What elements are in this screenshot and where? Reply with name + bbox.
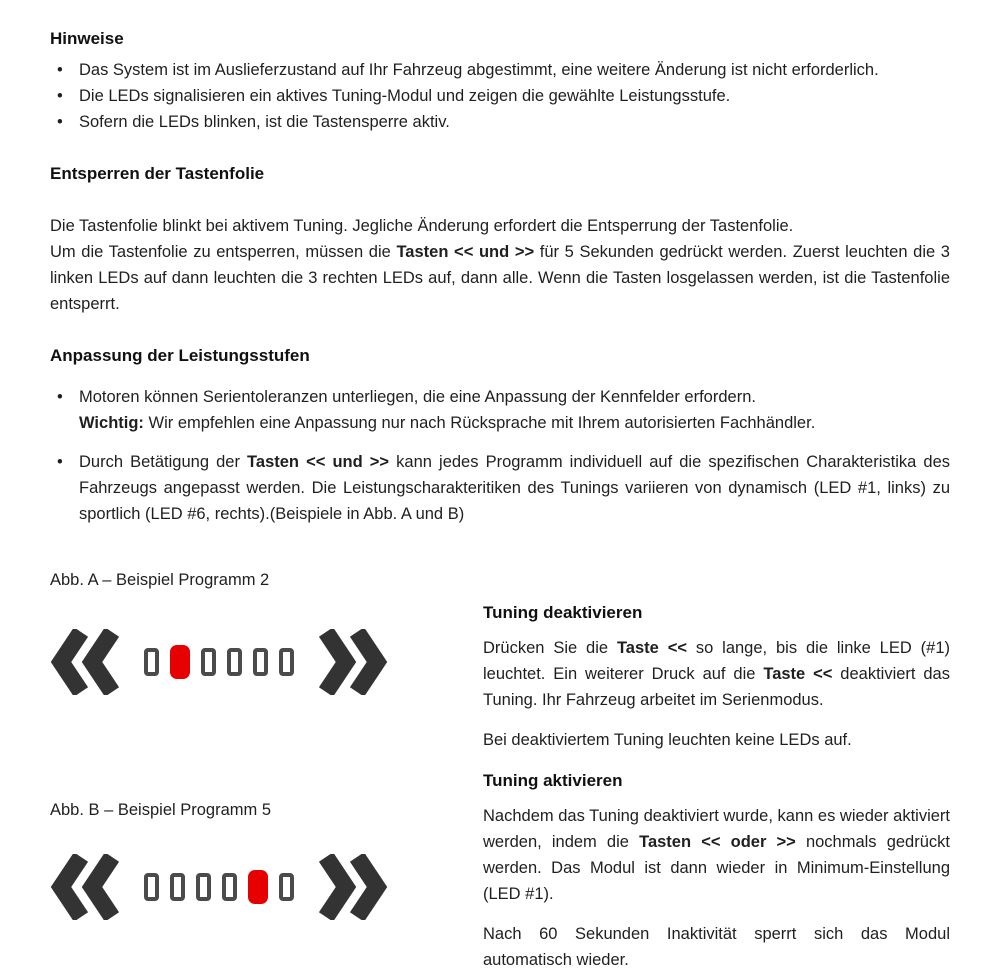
bold-text-run: Taste <<: [763, 665, 833, 683]
led-1-off: [144, 648, 159, 676]
list-item: [50, 449, 950, 527]
text-run: deaktiviert das Tuning. Ihr Fahrzeug arbeitet im Serienmodus.: [483, 665, 950, 709]
paragraph: [50, 213, 950, 239]
led-5-on: [248, 870, 268, 904]
text-run: für 5 Sekunden gedrückt werden. Zuerst leuchten die 3 linken LEDs auf dann leuchten die 3 rechten LEDs auf, dann alle. Wenn die Tasten losgelassen werden, ist die Tastenfolie entsperrt.: [50, 243, 950, 313]
led-4-off: [227, 648, 242, 676]
chevron-double-right-icon: [315, 629, 388, 695]
figures-column: [50, 569, 483, 975]
bold-text-run: Wichtig:: [79, 414, 144, 432]
bullet-line: [79, 410, 950, 436]
tuning-aktivieren-heading: Tuning aktivieren: [483, 771, 623, 790]
bold-text-run: Tasten << oder >>: [639, 833, 796, 851]
led-6-off: [279, 648, 294, 676]
led-3-off: [196, 873, 211, 901]
text-run: Drücken Sie die: [483, 639, 617, 657]
led-3-off: [201, 648, 216, 676]
text-run: Die Tastenfolie blinkt bei aktivem Tuning. Jegliche Änderung erfordert die Entsperrung der Tastenfolie.: [50, 217, 794, 235]
instructions-column: [483, 569, 950, 975]
hinweise-heading: Hinweise: [50, 29, 124, 48]
text-run: Wir empfehlen eine Anpassung nur nach Rücksprache mit Ihrem autorisierten Fachhändler.: [143, 414, 816, 432]
entsperren-body: [50, 213, 950, 317]
list-item: [50, 57, 950, 83]
led-2-on: [170, 645, 190, 679]
tuning-deaktivieren-heading: Tuning deaktivieren: [483, 603, 643, 622]
text-run: Durch Betätigung der: [79, 453, 248, 471]
hinweise-bullet-list: [50, 57, 950, 135]
examples-area: [50, 569, 950, 975]
led-5-off: [253, 648, 268, 676]
entsperren-heading: Entsperren der Tastenfolie: [50, 164, 265, 183]
text-run: nochmals gedrückt werden. Das Modul ist dann wieder in Minimum-Einstellung (LED #1).: [483, 833, 950, 903]
led-row-a: [144, 645, 294, 679]
led-row-b: [144, 870, 294, 904]
figure-b-label: Abb. B – Beispiel Programm 5: [50, 801, 272, 819]
text-run: Um die Tastenfolie zu entsperren, müssen die: [50, 243, 397, 261]
led-6-off: [279, 873, 294, 901]
section-hinweise: [50, 28, 950, 135]
text-run: Nach 60 Sekunden Inaktivität sperrt sich das Modul automatisch wieder.: [483, 925, 950, 969]
list-item: [50, 83, 950, 109]
led-4-off: [222, 873, 237, 901]
paragraph: [483, 727, 950, 753]
text-run: Bei deaktiviertem Tuning leuchten keine LEDs auf.: [483, 731, 852, 749]
text-run: Das System ist im Auslieferzustand auf Ihr Fahrzeug abgestimmt, eine weitere Änderung ist nicht erforderlich.: [79, 61, 879, 79]
led-figure-b: [50, 853, 483, 921]
led-1-off: [144, 873, 159, 901]
list-item: [50, 384, 950, 436]
led-figure-a: [50, 628, 483, 696]
text-run: Die LEDs signalisieren ein aktives Tuning-Modul und zeigen die gewählte Leistungsstufe.: [79, 87, 731, 105]
bullet-line: [79, 384, 950, 410]
text-run: Motoren können Serientoleranzen unterliegen, die eine Anpassung der Kennfelder erfordern.: [79, 388, 756, 406]
section-entsperren: [50, 163, 950, 317]
bold-text-run: Taste <<: [616, 639, 687, 657]
anpassung-bullet-list: [50, 384, 950, 527]
chevron-double-left-icon: [50, 854, 123, 920]
text-run: so lange, bis die linke LED (#1) leuchtet. Ein weiterer Druck auf die: [483, 639, 951, 683]
paragraph: [483, 921, 950, 973]
bold-text-run: Tasten << und >>: [247, 453, 390, 471]
bold-text-run: Tasten << und >>: [396, 243, 535, 261]
paragraph: [50, 239, 950, 317]
led-2-off: [170, 873, 185, 901]
list-item: [50, 109, 950, 135]
chevron-double-left-icon: [50, 629, 123, 695]
paragraph: [483, 635, 950, 713]
text-run: Sofern die LEDs blinken, ist die Tastensperre aktiv.: [79, 113, 450, 131]
paragraph: [483, 803, 950, 907]
text-run: Nachdem das Tuning deaktiviert wurde, kann es wieder aktiviert werden, indem die: [483, 807, 950, 851]
text-run: kann jedes Programm individuell auf die spezifischen Charakteristika des Fahrzeugs angepasst werden. Die Leistungscharakteritiken des Tunings variieren von dynamisch (LED #1, links) zu sportlich (LED #6, rechts).(Beispiele in Abb. A und B): [79, 453, 950, 523]
section-anpassung: [50, 345, 950, 527]
chevron-double-right-icon: [315, 854, 388, 920]
anpassung-heading: Anpassung der Leistungsstufen: [50, 346, 310, 365]
figure-a-label: Abb. A – Beispiel Programm 2: [50, 571, 270, 589]
